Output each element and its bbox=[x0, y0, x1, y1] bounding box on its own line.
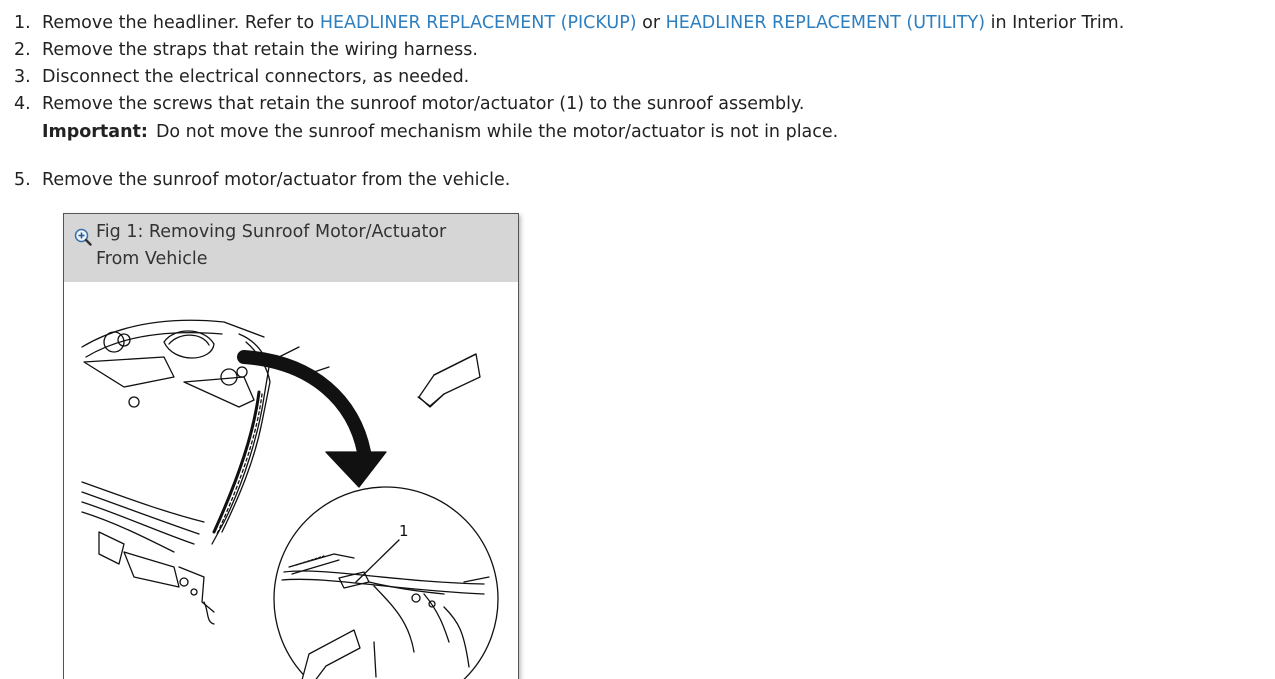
step-text: Remove the screws that retain the sunroof motor/actuator (1) to the sunroof assembly. bbox=[42, 94, 805, 114]
figure-panel bbox=[63, 213, 519, 679]
figure-title-line-2: From Vehicle bbox=[96, 249, 208, 269]
step-text: Remove the sunroof motor/actuator from the vehicle. bbox=[42, 170, 511, 190]
zoom-in-icon[interactable] bbox=[74, 228, 92, 246]
step-number: 5. bbox=[14, 170, 31, 190]
headliner-utility-link[interactable]: HEADLINER REPLACEMENT (UTILITY) bbox=[665, 13, 986, 33]
step-text-before: Remove the headliner. Refer to bbox=[42, 13, 320, 33]
step-number: 2. bbox=[14, 40, 31, 60]
step-text: Disconnect the electrical connectors, as needed. bbox=[42, 67, 470, 87]
step-text bbox=[42, 10, 1124, 36]
sunroof-diagram bbox=[64, 282, 518, 679]
figure-header bbox=[64, 214, 518, 282]
step-number: 3. bbox=[14, 67, 31, 87]
step-2 bbox=[0, 37, 1275, 63]
step-5 bbox=[0, 167, 1275, 193]
step-number: 1. bbox=[14, 13, 31, 33]
figure-title-line-1: Fig 1: Removing Sunroof Motor/Actuator bbox=[96, 222, 447, 242]
headliner-pickup-link[interactable]: HEADLINER REPLACEMENT (PICKUP) bbox=[319, 13, 637, 33]
step-text-mid: or bbox=[636, 13, 666, 33]
step-text: Remove the straps that retain the wiring harness. bbox=[42, 40, 478, 60]
important-note bbox=[42, 119, 838, 145]
important-label: Important: bbox=[42, 122, 148, 142]
step-number: 4. bbox=[14, 94, 31, 114]
step-1 bbox=[0, 10, 1275, 36]
important-text: Do not move the sunroof mechanism while the motor/actuator is not in place. bbox=[155, 122, 839, 142]
figure-title bbox=[96, 219, 496, 273]
step-text-after: in Interior Trim. bbox=[985, 13, 1125, 33]
step-4 bbox=[0, 91, 1275, 117]
callout-label: 1 bbox=[399, 522, 409, 540]
step-3 bbox=[0, 64, 1275, 90]
